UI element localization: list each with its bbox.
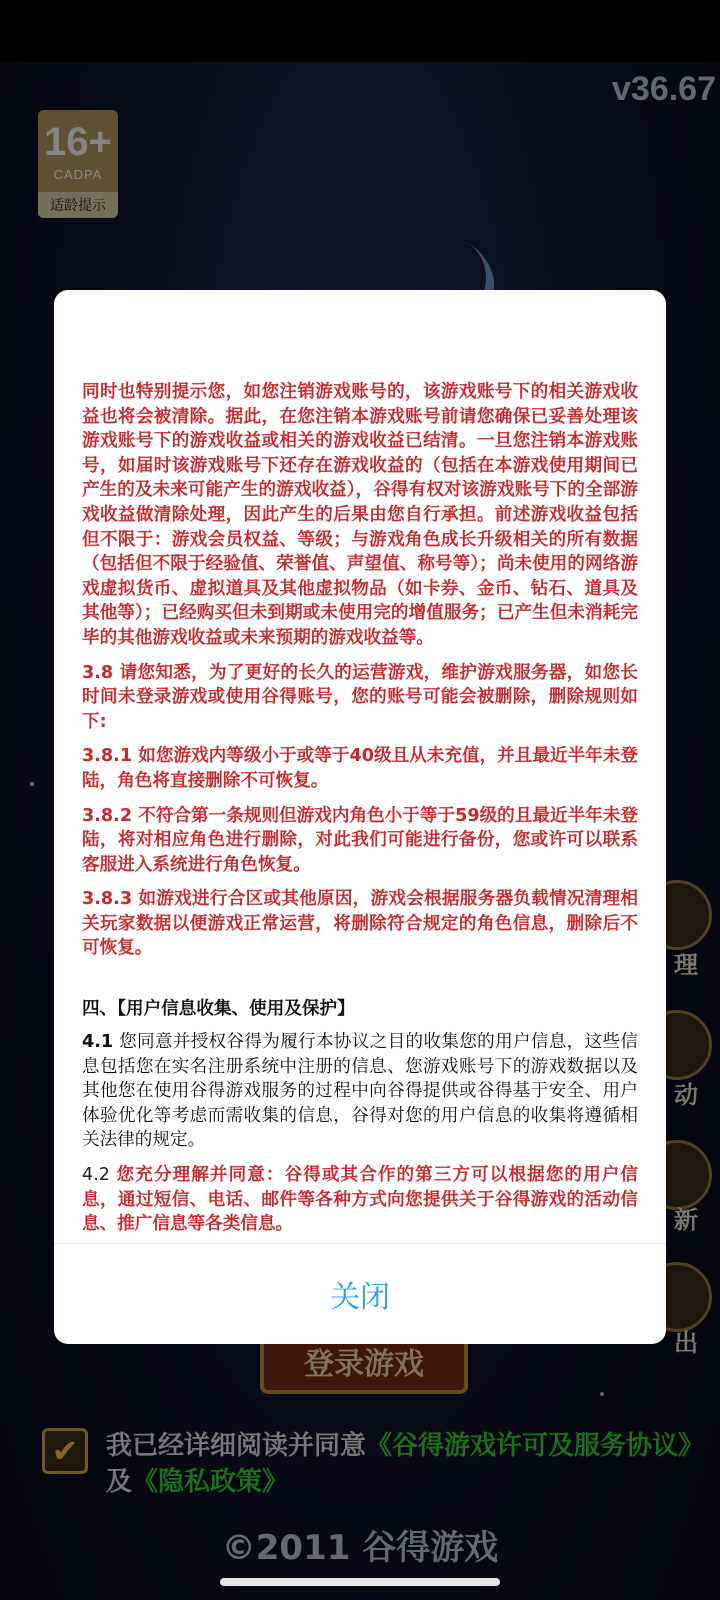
agreement-scroll-area[interactable] [54, 380, 666, 1235]
version-label: v36.67 [612, 70, 716, 108]
age-rating-org: CADPA [53, 167, 103, 182]
paragraph-text: 如您游戏内等级小于或等于40级且从未充值，并且最近半年未登陆，角色将直接删除不可恢复。 [82, 746, 638, 791]
section-title-user-info: 四、【用户信息收集、使用及保护】 [82, 999, 355, 1020]
side-menu-label-3: 新 [674, 1206, 698, 1234]
paragraph-4-1 [82, 1030, 638, 1153]
agreement-dialog [54, 290, 666, 1344]
paragraph-text: 您同意并授权谷得为履行本协议之目的收集您的用户信息，这些信息包括您在实名注册系统中注册的信息、您游戏账号下的游戏数据以及其他您在使用谷得游戏服务的过程中向谷得提供或谷得基于安全、用户体验优化等考虑而需收集的信息，谷得对您的用户信息的收集将遵循相关法律的规定。 [82, 1032, 638, 1151]
paragraph-3-8-2 [82, 804, 638, 878]
close-button[interactable]: 关闭 [330, 1280, 390, 1315]
copyright-text: ©2011 谷得游戏 [221, 1528, 499, 1568]
paragraph-3-8-3 [82, 887, 638, 961]
paragraph-account-deletion [82, 380, 638, 651]
paragraph-number: 4.2 [82, 1165, 110, 1186]
login-game-button[interactable]: 登录游戏 [260, 1328, 468, 1394]
agreement-and: 及 [106, 1467, 133, 1497]
age-rating-value: 16+ [44, 120, 112, 164]
paragraph-number: 4.1 [82, 1032, 114, 1053]
paragraph-number: 3.8.2 [82, 805, 133, 826]
paragraph-text: 您充分理解并同意：谷得或其合作的第三方可以根据您的用户信息，通过短信、电话、邮件等各种方式向您提供关于谷得游戏的活动信息、推广信息等各类信息。 [82, 1165, 638, 1235]
home-indicator[interactable] [220, 1578, 500, 1586]
paragraph-number: 3.8.3 [82, 889, 133, 910]
paragraph-number: 3.8 [82, 662, 114, 683]
paragraph-4-2 [82, 1163, 638, 1237]
paragraph-text: 请您知悉，为了更好的长久的运营游戏，维护游戏服务器，如您长时间未登录游戏或使用谷得账号，您的账号可能会被删除，删除规则如下: [82, 662, 638, 732]
side-menu-label-1: 理 [674, 951, 698, 979]
privacy-policy-link[interactable]: 《隐私政策》 [132, 1467, 289, 1497]
paragraph-number: 3.8.1 [82, 746, 133, 767]
agreement-prefix: 我已经详细阅读并同意 [106, 1431, 367, 1461]
paragraph-text: 不符合第一条规则但游戏内角色小于等于59级的且最近半年未登陆，将对相应角色进行删除，对此我们可能进行备份，您或许可以联系客服进入系统进行角色恢复。 [82, 805, 638, 875]
paragraph-3-8-1 [82, 744, 638, 793]
checkmark-icon: ✔ [51, 1432, 79, 1470]
side-menu-label-4: 出 [674, 1329, 698, 1357]
paragraph-3-8 [82, 661, 638, 735]
paragraph-text: 同时也特别提示您，如您注销游戏账号的，该游戏账号下的相关游戏收益也将会被清除。据此，在您注销本游戏账号前请您确保已妥善处理该游戏账号下的游戏收益或相关的游戏收益已结清。一旦您注销本游戏账号，如届时该游戏账号下还存在游戏收益的（包括在本游戏使用期间已产生的及未来可能产生的游戏收益），谷得有权对该游戏账号下的全部游戏收益做清除处理，因此产生的后果由您自行承担。前述游戏收益包括但不限于：游戏会员权益、等级；与游戏角色成长升级相关的所有数据（包括但不限于经验值、荣誉值、声望值、称号等）；尚未使用的网络游戏虚拟货币、虚拟道具及其他虚拟物品（如卡券、金币、钻石、道具及其他等）；已经购买但未到期或未使用完的增值服务；已产生但未消耗完毕的其他游戏收益或未来预期的游戏收益等。 [82, 382, 638, 648]
age-rating-tip: 适龄提示 [38, 192, 118, 218]
license-agreement-link[interactable]: 《谷得游戏许可及服务协议》 [366, 1431, 705, 1461]
side-menu-label-2: 动 [674, 1081, 698, 1109]
paragraph-text: 如游戏进行合区或其他原因，游戏会根据服务器负载情况清理相关玩家数据以便游戏正常运营，将删除符合规定的角色信息，删除后不可恢复。 [82, 889, 638, 959]
